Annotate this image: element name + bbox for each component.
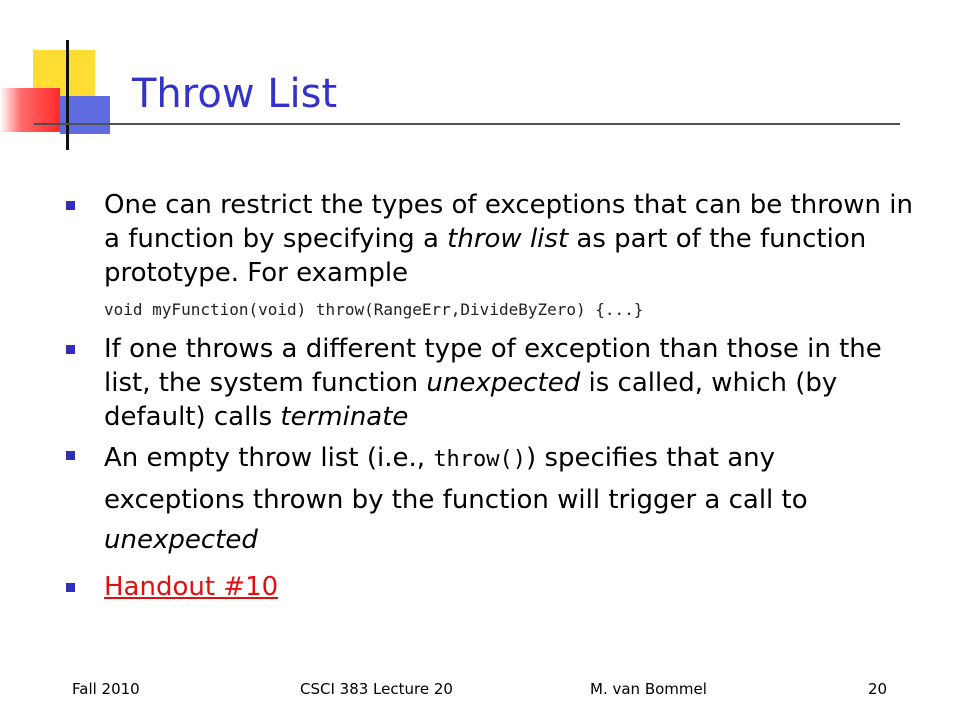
bullet-marker: [66, 201, 75, 210]
bullet-emphasis: unexpected: [426, 368, 581, 398]
bullet-emphasis: throw list: [447, 224, 569, 254]
title-underline: [34, 123, 900, 125]
bullet-marker: [66, 451, 75, 460]
bullet-text: is called, which (by default) calls: [104, 368, 838, 432]
bullet-marker: [66, 583, 75, 592]
handout-link[interactable]: Handout #10: [104, 572, 279, 602]
code-example: void myFunction(void) throw(RangeErr,DivideByZero) {...}: [104, 300, 644, 319]
bullet-emphasis: terminate: [280, 402, 409, 432]
bullet-text: One can restrict the types of exceptions that can be thrown in a function by specifying a: [104, 190, 913, 254]
bullet-text: An empty throw list (i.e.,: [104, 443, 434, 473]
bullet-handout: [62, 570, 922, 604]
bullet-text: If one throws a different type of exception than those in the list, the system function: [104, 334, 882, 398]
inline-code: throw(): [433, 447, 527, 472]
bullet-list: [62, 188, 922, 604]
decor-vertical-line: [66, 40, 69, 150]
slide-title: Throw List: [132, 71, 338, 117]
bullet-marker: [66, 345, 75, 354]
bullet-throw-list-intro: [62, 188, 922, 322]
decor-red-square: [0, 88, 60, 132]
bullet-unexpected: [62, 332, 922, 434]
footer-term: Fall 2010: [72, 680, 140, 698]
bullet-empty-throw-list: [62, 438, 922, 560]
bullet-text: as part of the function prototype. For example: [104, 224, 867, 288]
footer-page-number: 20: [868, 680, 888, 698]
bullet-emphasis: unexpected: [104, 525, 258, 555]
footer-author: M. van Bommel: [590, 680, 707, 698]
bullet-text: ) specifies that any exceptions thrown by the function will trigger a call to: [104, 443, 808, 515]
footer-course: CSCI 383 Lecture 20: [300, 680, 453, 698]
